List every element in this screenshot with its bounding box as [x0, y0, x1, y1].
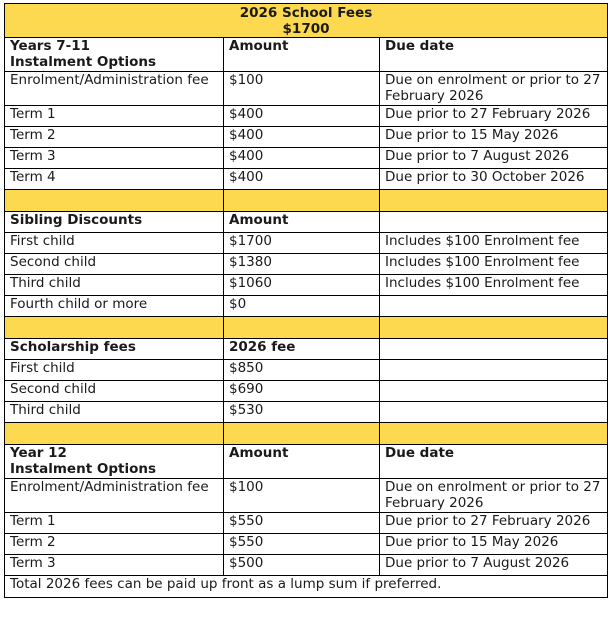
table-row	[5, 296, 608, 317]
label-cell: Fourth child or more	[5, 296, 224, 317]
table-row	[5, 106, 608, 127]
amount-cell: $1380	[224, 254, 380, 275]
label-cell: Term 1	[5, 106, 224, 127]
note-cell	[380, 360, 608, 381]
table-row	[5, 275, 608, 296]
label-cell: First child	[5, 360, 224, 381]
table-row	[5, 169, 608, 190]
spacer-cell	[224, 423, 380, 445]
table-row	[5, 534, 608, 555]
label-cell: Second child	[5, 254, 224, 275]
amount-cell: $400	[224, 127, 380, 148]
spacer-cell	[5, 423, 224, 445]
scholarship-fees-header-note-cell	[380, 339, 608, 360]
note-cell: Includes $100 Enrolment fee	[380, 275, 608, 296]
amount-cell: $100	[224, 72, 380, 106]
year-12-header-note-cell: Due date	[380, 445, 608, 479]
sibling-discounts-header-amount-cell: Amount	[224, 212, 380, 233]
year-12-header-label-cell: Year 12 Instalment Options	[5, 445, 224, 479]
amount-cell: $550	[224, 513, 380, 534]
note-cell: Due prior to 7 August 2026	[380, 148, 608, 169]
amount-cell: $1700	[224, 233, 380, 254]
amount-cell: $850	[224, 360, 380, 381]
note-cell: Due prior to 27 February 2026	[380, 513, 608, 534]
label-cell: Term 2	[5, 534, 224, 555]
amount-cell: $550	[224, 534, 380, 555]
sibling-discounts-header-note-cell	[380, 212, 608, 233]
footer-row	[5, 576, 608, 598]
amount-cell: $500	[224, 555, 380, 576]
school-fees-table	[4, 3, 608, 598]
spacer-cell	[5, 317, 224, 339]
sibling-discounts-header-row	[5, 212, 608, 233]
table-row	[5, 555, 608, 576]
note-cell	[380, 296, 608, 317]
spacer-cell	[380, 317, 608, 339]
table-row	[5, 148, 608, 169]
title-row	[5, 4, 608, 38]
label-cell: Term 4	[5, 169, 224, 190]
note-cell: Due prior to 15 May 2026	[380, 127, 608, 148]
spacer-cell	[5, 190, 224, 212]
amount-cell: $100	[224, 479, 380, 513]
label-cell: Enrolment/Administration fee	[5, 479, 224, 513]
table-title	[5, 4, 608, 38]
year-12-header-amount-cell: Amount	[224, 445, 380, 479]
label-cell: Second child	[5, 381, 224, 402]
note-cell	[380, 381, 608, 402]
years-7-11-header-row	[5, 38, 608, 72]
table-row	[5, 127, 608, 148]
label-cell: Third child	[5, 402, 224, 423]
table-row	[5, 479, 608, 513]
spacer-cell	[380, 190, 608, 212]
note-cell: Due prior to 27 February 2026	[380, 106, 608, 127]
amount-cell: $400	[224, 169, 380, 190]
title-line-1: 2026 School Fees	[239, 5, 373, 21]
scholarship-fees-header-row	[5, 339, 608, 360]
section-spacer-row	[5, 423, 608, 445]
note-cell: Due on enrolment or prior to 27 February 2026	[380, 479, 608, 513]
table-row	[5, 72, 608, 106]
years-7-11-header-amount-cell: Amount	[224, 38, 380, 72]
scholarship-fees-header-label-cell: Scholarship fees	[5, 339, 224, 360]
amount-cell: $400	[224, 148, 380, 169]
table-row	[5, 402, 608, 423]
amount-cell: $0	[224, 296, 380, 317]
table-row	[5, 513, 608, 534]
spacer-cell	[224, 317, 380, 339]
sibling-discounts-header-label-cell: Sibling Discounts	[5, 212, 224, 233]
table-row	[5, 233, 608, 254]
section-spacer-row	[5, 190, 608, 212]
year-12-header-row	[5, 445, 608, 479]
title-line-2: $1700	[282, 21, 330, 37]
note-cell: Includes $100 Enrolment fee	[380, 233, 608, 254]
note-cell: Includes $100 Enrolment fee	[380, 254, 608, 275]
note-cell: Due prior to 15 May 2026	[380, 534, 608, 555]
label-cell: Third child	[5, 275, 224, 296]
table-row	[5, 254, 608, 275]
note-cell	[380, 402, 608, 423]
amount-cell: $530	[224, 402, 380, 423]
label-cell: First child	[5, 233, 224, 254]
scholarship-fees-header-amount-cell: 2026 fee	[224, 339, 380, 360]
footer-note: Total 2026 fees can be paid up front as a lump sum if preferred.	[5, 576, 608, 598]
note-cell: Due prior to 30 October 2026	[380, 169, 608, 190]
label-cell: Term 3	[5, 148, 224, 169]
table-row	[5, 360, 608, 381]
amount-cell: $690	[224, 381, 380, 402]
years-7-11-header-label-cell: Years 7-11 Instalment Options	[5, 38, 224, 72]
label-cell: Enrolment/Administration fee	[5, 72, 224, 106]
label-cell: Term 3	[5, 555, 224, 576]
table-row	[5, 381, 608, 402]
note-cell: Due on enrolment or prior to 27 February 2026	[380, 72, 608, 106]
note-cell: Due prior to 7 August 2026	[380, 555, 608, 576]
label-cell: Term 2	[5, 127, 224, 148]
spacer-cell	[380, 423, 608, 445]
spacer-cell	[224, 190, 380, 212]
amount-cell: $1060	[224, 275, 380, 296]
section-spacer-row	[5, 317, 608, 339]
label-cell: Term 1	[5, 513, 224, 534]
amount-cell: $400	[224, 106, 380, 127]
years-7-11-header-note-cell: Due date	[380, 38, 608, 72]
